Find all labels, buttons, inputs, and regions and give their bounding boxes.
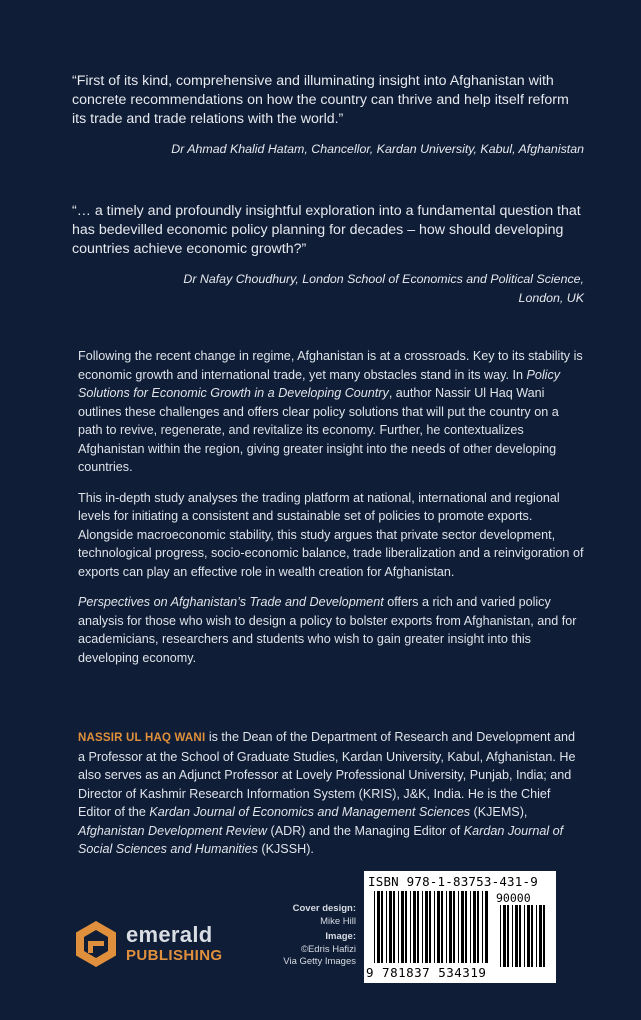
journal-title: Kardan Journal of Economics and Management Sciences <box>149 805 471 819</box>
barcode-bar <box>449 891 452 963</box>
journal-title: Afghanistan Development Review <box>78 823 268 838</box>
barcode-bar <box>539 905 542 967</box>
barcode-bar <box>512 905 513 967</box>
barcode-bar <box>519 905 521 967</box>
isbn-label: ISBN 978-1-83753-431-9 <box>368 874 538 889</box>
barcode-digits: 9 781837 534319 <box>366 965 487 980</box>
barcode-bar <box>393 891 395 963</box>
barcode-bar <box>405 891 407 963</box>
cover-credits <box>262 903 356 969</box>
barcode-bar <box>422 891 423 963</box>
barcode-bar <box>515 905 518 967</box>
barcode-bar <box>531 905 533 967</box>
barcode-bar <box>507 905 509 967</box>
barcode-bar <box>413 891 416 963</box>
author-name: NASSIR UL HAQ WANI <box>78 732 206 744</box>
barcode-bar <box>453 891 455 963</box>
barcode-bar <box>543 905 545 967</box>
barcode-bar <box>398 891 399 963</box>
barcode-bar <box>374 891 375 963</box>
quote-text: “… a timely and profoundly insightful exploration into a fundamental question that has bedevilled economic policy planning for decades – how should developing countries achieve economic growth?” <box>72 203 581 257</box>
publisher-logo <box>74 920 234 968</box>
barcode-bar <box>446 891 447 963</box>
barcode-bar <box>470 891 471 963</box>
barcode-bar <box>458 891 459 963</box>
barcode-bar <box>485 891 488 963</box>
attribution-line-1: Dr Nafay Choudhury, London School of Economics and Political Science, <box>183 272 584 286</box>
book-title: Perspectives on Afghanistan’s Trade and Development <box>78 595 384 609</box>
barcode-bar <box>477 891 479 963</box>
publisher-name: emerald <box>126 922 213 947</box>
barcode-bar <box>437 891 440 963</box>
book-description <box>78 347 584 679</box>
description-paragraph-2: This in-depth study analyses the trading platform at national, international and regional levels for initiating a consistent and sustainable set of policies to promote exports. Alongside macroeconomic stability, this study argues that private sector development, technological progress, socio-economic balance, trade liberalization and a reinvigoration of exports can play an effective role in wealth creation for Afghanistan. <box>78 490 584 579</box>
quote-attribution: Dr Ahmad Khalid Hatam, Chancellor, Kardan University, Kabul, Afghanistan <box>171 142 584 156</box>
description-paragraph-1: Following the recent change in regime, Afghanistan is at a crossroads. Key to its stability is economic growth and international trade, yet many obstacles stand in its way. In Policy Solutions for Economic Growth in a Developing Country, author Nassir Ul Haq Wani outlines these challenges and offers clear policy solutions that will put the country on a path to revive, regenerate, and revitalize its economy. Further, he contextualizes Afghanistan within the region, giving greater insight into the needs of other developing countries. <box>78 349 583 474</box>
image-source: Via Getty Images <box>283 956 356 967</box>
barcode-bar <box>389 891 392 963</box>
publisher-subname: PUBLISHING <box>126 947 223 964</box>
barcode-bar <box>429 891 431 963</box>
barcode-bar <box>536 905 537 967</box>
barcode-bar <box>381 891 383 963</box>
barcode-bars <box>372 891 490 963</box>
barcode-bar <box>425 891 428 963</box>
barcode-bar <box>465 891 467 963</box>
barcode-bar <box>500 905 501 967</box>
barcode-bar <box>461 891 464 963</box>
barcode-bar <box>524 905 525 967</box>
barcode-bar <box>401 891 404 963</box>
isbn-barcode <box>364 871 556 983</box>
addon-bars <box>498 905 550 967</box>
emerald-logo-icon <box>74 920 118 968</box>
author-bio: NASSIR UL HAQ WANI is the Dean of the Department of Research and Development and a Professor at the School of Graduate Studies, Kardan University, Kabul, Afghanistan. He also serves as an Adjunct Professor at Lovely Professional University, Punjab, India; and Director of Kashmir Research Information System (KRIS), J&K, India. He is the Chief Editor of the Kardan Journal of Economics and Management Sciences (KJEMS), Afghanistan Development Review (ADR) and the Managing Editor of Kardan Journal of Social Sciences and Humanities (KJSSH). <box>78 730 576 856</box>
barcode-bar <box>503 905 506 967</box>
book-title: Policy Solutions for Economic Growth in a Developing Country <box>78 367 561 400</box>
quote-attribution <box>72 270 584 308</box>
barcode-bar <box>473 891 476 963</box>
attribution-line-2: London, UK <box>518 291 584 305</box>
description-paragraph-3: Perspectives on Afghanistan’s Trade and Development offers a rich and varied policy analysis for those who wish to design a policy to bolster exports from Afghanistan, and for academicians, researchers and students who wish to gain greater insight into this developing economy. <box>78 595 577 665</box>
barcode-bar <box>441 891 443 963</box>
barcode-bar <box>417 891 419 963</box>
cover-designer: Mike Hill <box>320 915 356 927</box>
barcode-bar <box>527 905 530 967</box>
barcode-bar <box>410 891 411 963</box>
image-label: Image: <box>325 931 356 942</box>
cover-design-label: Cover design: <box>292 903 356 914</box>
endorsement-quote-1 <box>72 72 584 159</box>
barcode-bar <box>434 891 435 963</box>
endorsement-quote-2 <box>72 202 584 308</box>
image-credit: ©Edris Hafizi <box>300 943 356 955</box>
quote-text: “First of its kind, comprehensive and illuminating insight into Afghanistan with concrete recommendations on how the country can thrive and help itself reform its trade and trade relations with the world.” <box>72 73 569 127</box>
barcode-bar <box>482 891 483 963</box>
journal-title: Kardan Journal of Social Sciences and Humanities <box>78 823 564 856</box>
price-addon: 90000 <box>496 891 531 905</box>
barcode-bar <box>377 891 380 963</box>
barcode-bar <box>386 891 387 963</box>
